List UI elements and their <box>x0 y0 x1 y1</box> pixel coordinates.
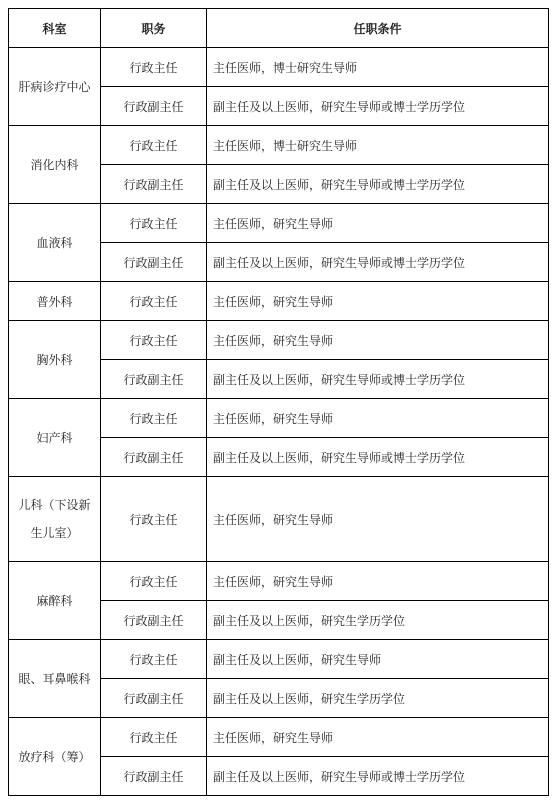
position-cell: 行政副主任 <box>101 757 207 796</box>
requirement-cell: 主任医师，研究生导师 <box>207 718 549 757</box>
position-cell: 行政副主任 <box>101 87 207 126</box>
requirement-cell: 副主任及以上医师，研究生学历学位 <box>207 601 549 640</box>
table-row <box>9 477 549 562</box>
header-position: 职务 <box>101 9 207 48</box>
table-row <box>9 640 549 679</box>
position-cell: 行政副主任 <box>101 438 207 477</box>
requirement-cell: 主任医师，研究生导师 <box>207 282 549 321</box>
table-row <box>9 126 549 165</box>
positions-table <box>8 8 549 796</box>
dept-cell: 血液科 <box>9 204 101 282</box>
requirement-cell: 主任医师，研究生导师 <box>207 477 549 562</box>
requirement-cell: 主任医师，博士研究生导师 <box>207 48 549 87</box>
requirement-cell: 副主任及以上医师，研究生导师或博士学历学位 <box>207 243 549 282</box>
position-cell: 行政副主任 <box>101 165 207 204</box>
dept-cell: 麻醉科 <box>9 562 101 640</box>
requirement-cell: 副主任及以上医师，研究生导师或博士学历学位 <box>207 757 549 796</box>
position-cell: 行政副主任 <box>101 601 207 640</box>
position-cell: 行政副主任 <box>101 243 207 282</box>
table-row <box>9 321 549 360</box>
dept-cell: 放疗科（筹） <box>9 718 101 796</box>
dept-cell: 普外科 <box>9 282 101 321</box>
header-dept: 科室 <box>9 9 101 48</box>
position-cell: 行政主任 <box>101 126 207 165</box>
position-cell: 行政主任 <box>101 477 207 562</box>
requirement-cell: 主任医师，研究生导师 <box>207 204 549 243</box>
position-cell: 行政主任 <box>101 321 207 360</box>
requirement-cell: 副主任及以上医师，研究生学历学位 <box>207 679 549 718</box>
table-row <box>9 399 549 438</box>
table-row <box>9 204 549 243</box>
requirement-cell: 主任医师，研究生导师 <box>207 562 549 601</box>
header-row <box>9 9 549 48</box>
dept-cell: 妇产科 <box>9 399 101 477</box>
position-cell: 行政主任 <box>101 399 207 438</box>
requirement-cell: 副主任及以上医师，研究生导师 <box>207 640 549 679</box>
dept-cell: 肝病诊疗中心 <box>9 48 101 126</box>
requirement-cell: 副主任及以上医师，研究生导师或博士学历学位 <box>207 438 549 477</box>
position-cell: 行政主任 <box>101 204 207 243</box>
requirement-cell: 副主任及以上医师，研究生导师或博士学历学位 <box>207 360 549 399</box>
position-cell: 行政主任 <box>101 282 207 321</box>
requirement-cell: 主任医师，博士研究生导师 <box>207 126 549 165</box>
table-row <box>9 48 549 87</box>
requirement-cell: 副主任及以上医师，研究生导师或博士学历学位 <box>207 165 549 204</box>
position-cell: 行政主任 <box>101 718 207 757</box>
requirement-cell: 主任医师，研究生导师 <box>207 321 549 360</box>
position-cell: 行政主任 <box>101 640 207 679</box>
header-requirement: 任职条件 <box>207 9 549 48</box>
position-cell: 行政主任 <box>101 48 207 87</box>
dept-cell: 儿科（下设新生儿室） <box>9 477 101 562</box>
requirement-cell: 主任医师，研究生导师 <box>207 399 549 438</box>
position-cell: 行政副主任 <box>101 679 207 718</box>
table-row <box>9 718 549 757</box>
position-cell: 行政主任 <box>101 562 207 601</box>
dept-cell: 消化内科 <box>9 126 101 204</box>
dept-cell: 胸外科 <box>9 321 101 399</box>
dept-cell: 眼、耳鼻喉科 <box>9 640 101 718</box>
requirement-cell: 副主任及以上医师，研究生导师或博士学历学位 <box>207 87 549 126</box>
table-row <box>9 282 549 321</box>
table-row <box>9 562 549 601</box>
position-cell: 行政副主任 <box>101 360 207 399</box>
